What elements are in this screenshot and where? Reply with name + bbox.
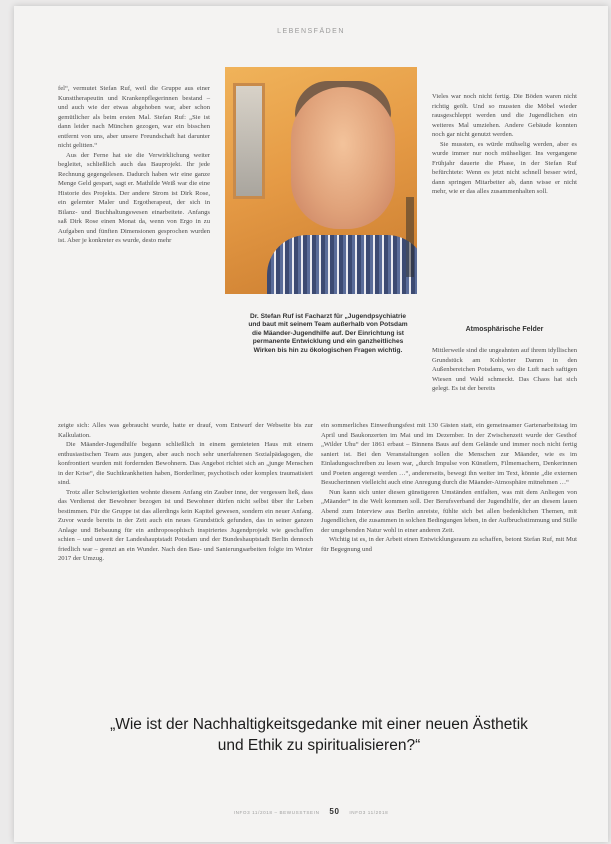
paragraph: Mittlerweile sind die ungeahnten auf ihrem idyllischen Grundstück am Kohlorter Damm in den Außenbereichen Potsdams, wo die Luft nach saftigen Wiesen und Wald schmeckt. Das Chaos hat sich gelegt. Es ist der bereits <box>432 347 577 392</box>
left-column-bottom <box>58 421 313 564</box>
footer-right: INFO3 11/2018 <box>349 810 389 815</box>
paragraph: Trotz aller Schwierigkeiten wohnte diesem Anfang ein Zauber inne, der vergessen ließ, dass das Verdienst der Bewohner bezogen ist und Bewohner dürfen nicht selbst über ihr Leben bestimmen. Für die Gruppe ist das allerdings kein Kapitel gewesen, sondern ein neuer Anfang. Zuvor wurde bereits in der Zeit auch ein neues Grundstück gefunden, das in seiner ganzen Anlage und Bebauung für ein anthroposophisch inspiriertes Jugendprojekt wie geschaffen schien – und unweit der Landeshauptstadt Potsdam und der Bundeshauptstadt Berlin dennoch friedlich war – grenzt an ein Wunder. Nach den Bau- und Sanierungsarbeiten folgte im Winter 2017 der Umzug. <box>58 488 313 562</box>
magazine-page <box>14 6 608 842</box>
portrait-photo <box>225 67 417 294</box>
paragraph: zeigte sich: Alles was gebraucht wurde, hatte er drauf, vom Entwurf der Webseite bis zur Kalkulation. <box>58 422 313 439</box>
section-header: LEBENSFÄDEN <box>277 28 345 35</box>
paragraph: Sie mussten, es würde mühselig werden, aber es wurde immer nur noch mühseliger. Ins vergangene Frühjahr dauerte die Phase, in der Stefan Ruf befürchtete: Wenn es jetzt nicht schnell besser wird, dann springen Mitarbeiter ab, dann wisse er nicht mehr, wie er das alles zusammenhalten soll. <box>432 140 577 195</box>
paragraph: Vieles war noch nicht fertig. Die Böden waren nicht richtig geölt. Und so mussten die Möbel wieder rausgeschleppt werden und die Jugendlichen ein weiteres Mal umziehen. Andere Gebäude konnten noch gar nicht genutzt werden. <box>432 93 577 138</box>
footer-left: INFO3 11/2018 – BEWUSSTSEIN <box>233 810 320 815</box>
paragraph: Die Mäander-Jugendhilfe begann schließlich in einem gemieteten Haus mit einem enthusiastischen Team aus jungen, aber auch noch sehr unerfahrenen Sozialpädagogen, die konfrontiert wurden mit fordernden Bewohnern. Das Angebot richtet sich an „junge Menschen in der Krise“, die Suchtkrankheiten haben, Borderliner, psychotisch oder komplex traumatisiert sind. <box>58 441 313 486</box>
photo-shirt <box>267 235 417 294</box>
right-column-middle <box>432 346 577 394</box>
pull-quote <box>54 714 584 756</box>
photo-face <box>291 87 395 229</box>
page-footer <box>14 807 608 816</box>
pull-quote-line: und Ethik zu spiritualisieren?“ <box>217 737 421 754</box>
page-number: 50 <box>329 807 340 816</box>
photo-credit-strip <box>406 197 414 277</box>
right-column-top <box>432 92 577 197</box>
left-column-top <box>58 84 210 246</box>
paragraph: Aus der Ferne hat sie die Verwirklichung weiter begleitet, schließlich auch das Bauprojekt. Ihr jede Rechnung gegengelesen. Dadurch haben wir eine ganze Menge Geld gespart, sagt er. Mathilde Weiß war die eine Historie des Projekts. Der andere Strom ist Dirk Rose, ein gelernter Maler und Ergotherapeut, der sich in Bilanz- und Buchhaltungswesen einarbeitete. Anfangs saß Dirk Rose einen Monat da, wenn von Ergo in zu Aufgaben und fünften Dimensionen gesprochen wurden ist. Aber je konkreter es wurde, desto mehr <box>58 151 210 244</box>
pull-quote-line: „Wie ist der Nachhaltigkeitsgedanke mit einer neuen Ästhetik <box>110 716 528 733</box>
photo-caption: Dr. Stefan Ruf ist Facharzt für „Jugendpsychiatrie und baut mit seinem Team außerhalb von Potsdam die Mäander-Jugendhilfe auf. Der Einrichtung ist permanente Entwicklung und ein ganzheitliches Wirken bis hin zu ökologischen Fragen wichtig. <box>248 313 408 354</box>
paragraph: ein sommerliches Einweihungsfest mit 130 Gästen statt, ein gemeinsamer Gartenarbeitstag im April und Baukonzerten im Mai und im Dezember. In der Zwischenzeit wurde der Gesthof „Wilder Uhu“ der 1861 erbaut – Binnens Baus auf dem Gelände und immer noch nicht fertig saniert ist. Bei den Veranstaltungen sollen die Menschen zur Mäander, wie es im Einladungsschreiben zu lesen war, „durch Impulse von Künstlern, Filmemachern, Denkerinnen und Poeten angeregt werden …“, andererseits, bewegt ihn weiter im Text, könnte „die externen Besucherinnen vielleicht auch eine Anregung durch die Mäander-Atmosphäre mitnehmen …“ <box>321 422 577 486</box>
paragraph: Nun kann sich unter diesen günstigeren Umständen entfalten, was mit dem Anliegen von „Mäander“ in die Welt kommen soll. Der Berufsverband der Jugendhilfe, der an diesem lauen Abend zum Interview aus Berlin anreiste, fühlte sich bei allen bedenklichen Themen, mit Jugendlichen, die zusammen in solchen Bedingungen leben, in der Aufbruchstimmung und Stille der umgebenden Natur wohl in einer anderen Zeit. <box>321 488 577 534</box>
subheading: Atmosphärische Felder <box>465 326 544 333</box>
right-column-bottom <box>321 421 577 554</box>
paragraph: Wichtig ist es, in der Arbeit einen Entwicklungsraum zu schaffen, betont Stefan Ruf, mit Mut für Begegnung und <box>321 536 577 553</box>
paragraph: fel“, vermutet Stefan Ruf, weil die Gruppe aus einer Kunsttherapeutin und Krankenpflegerinnen bestand – und auch wie der etwas abgehoben war, aber schon gemütlicher als beim ersten Mal. Stefan Ruf: „Sie ist dann leider nach München gezogen, war ein bisschen entfernt von uns, aber unsere Freundschaft hat darunter nicht gelitten.“ <box>58 85 210 149</box>
photo-window <box>233 83 265 199</box>
